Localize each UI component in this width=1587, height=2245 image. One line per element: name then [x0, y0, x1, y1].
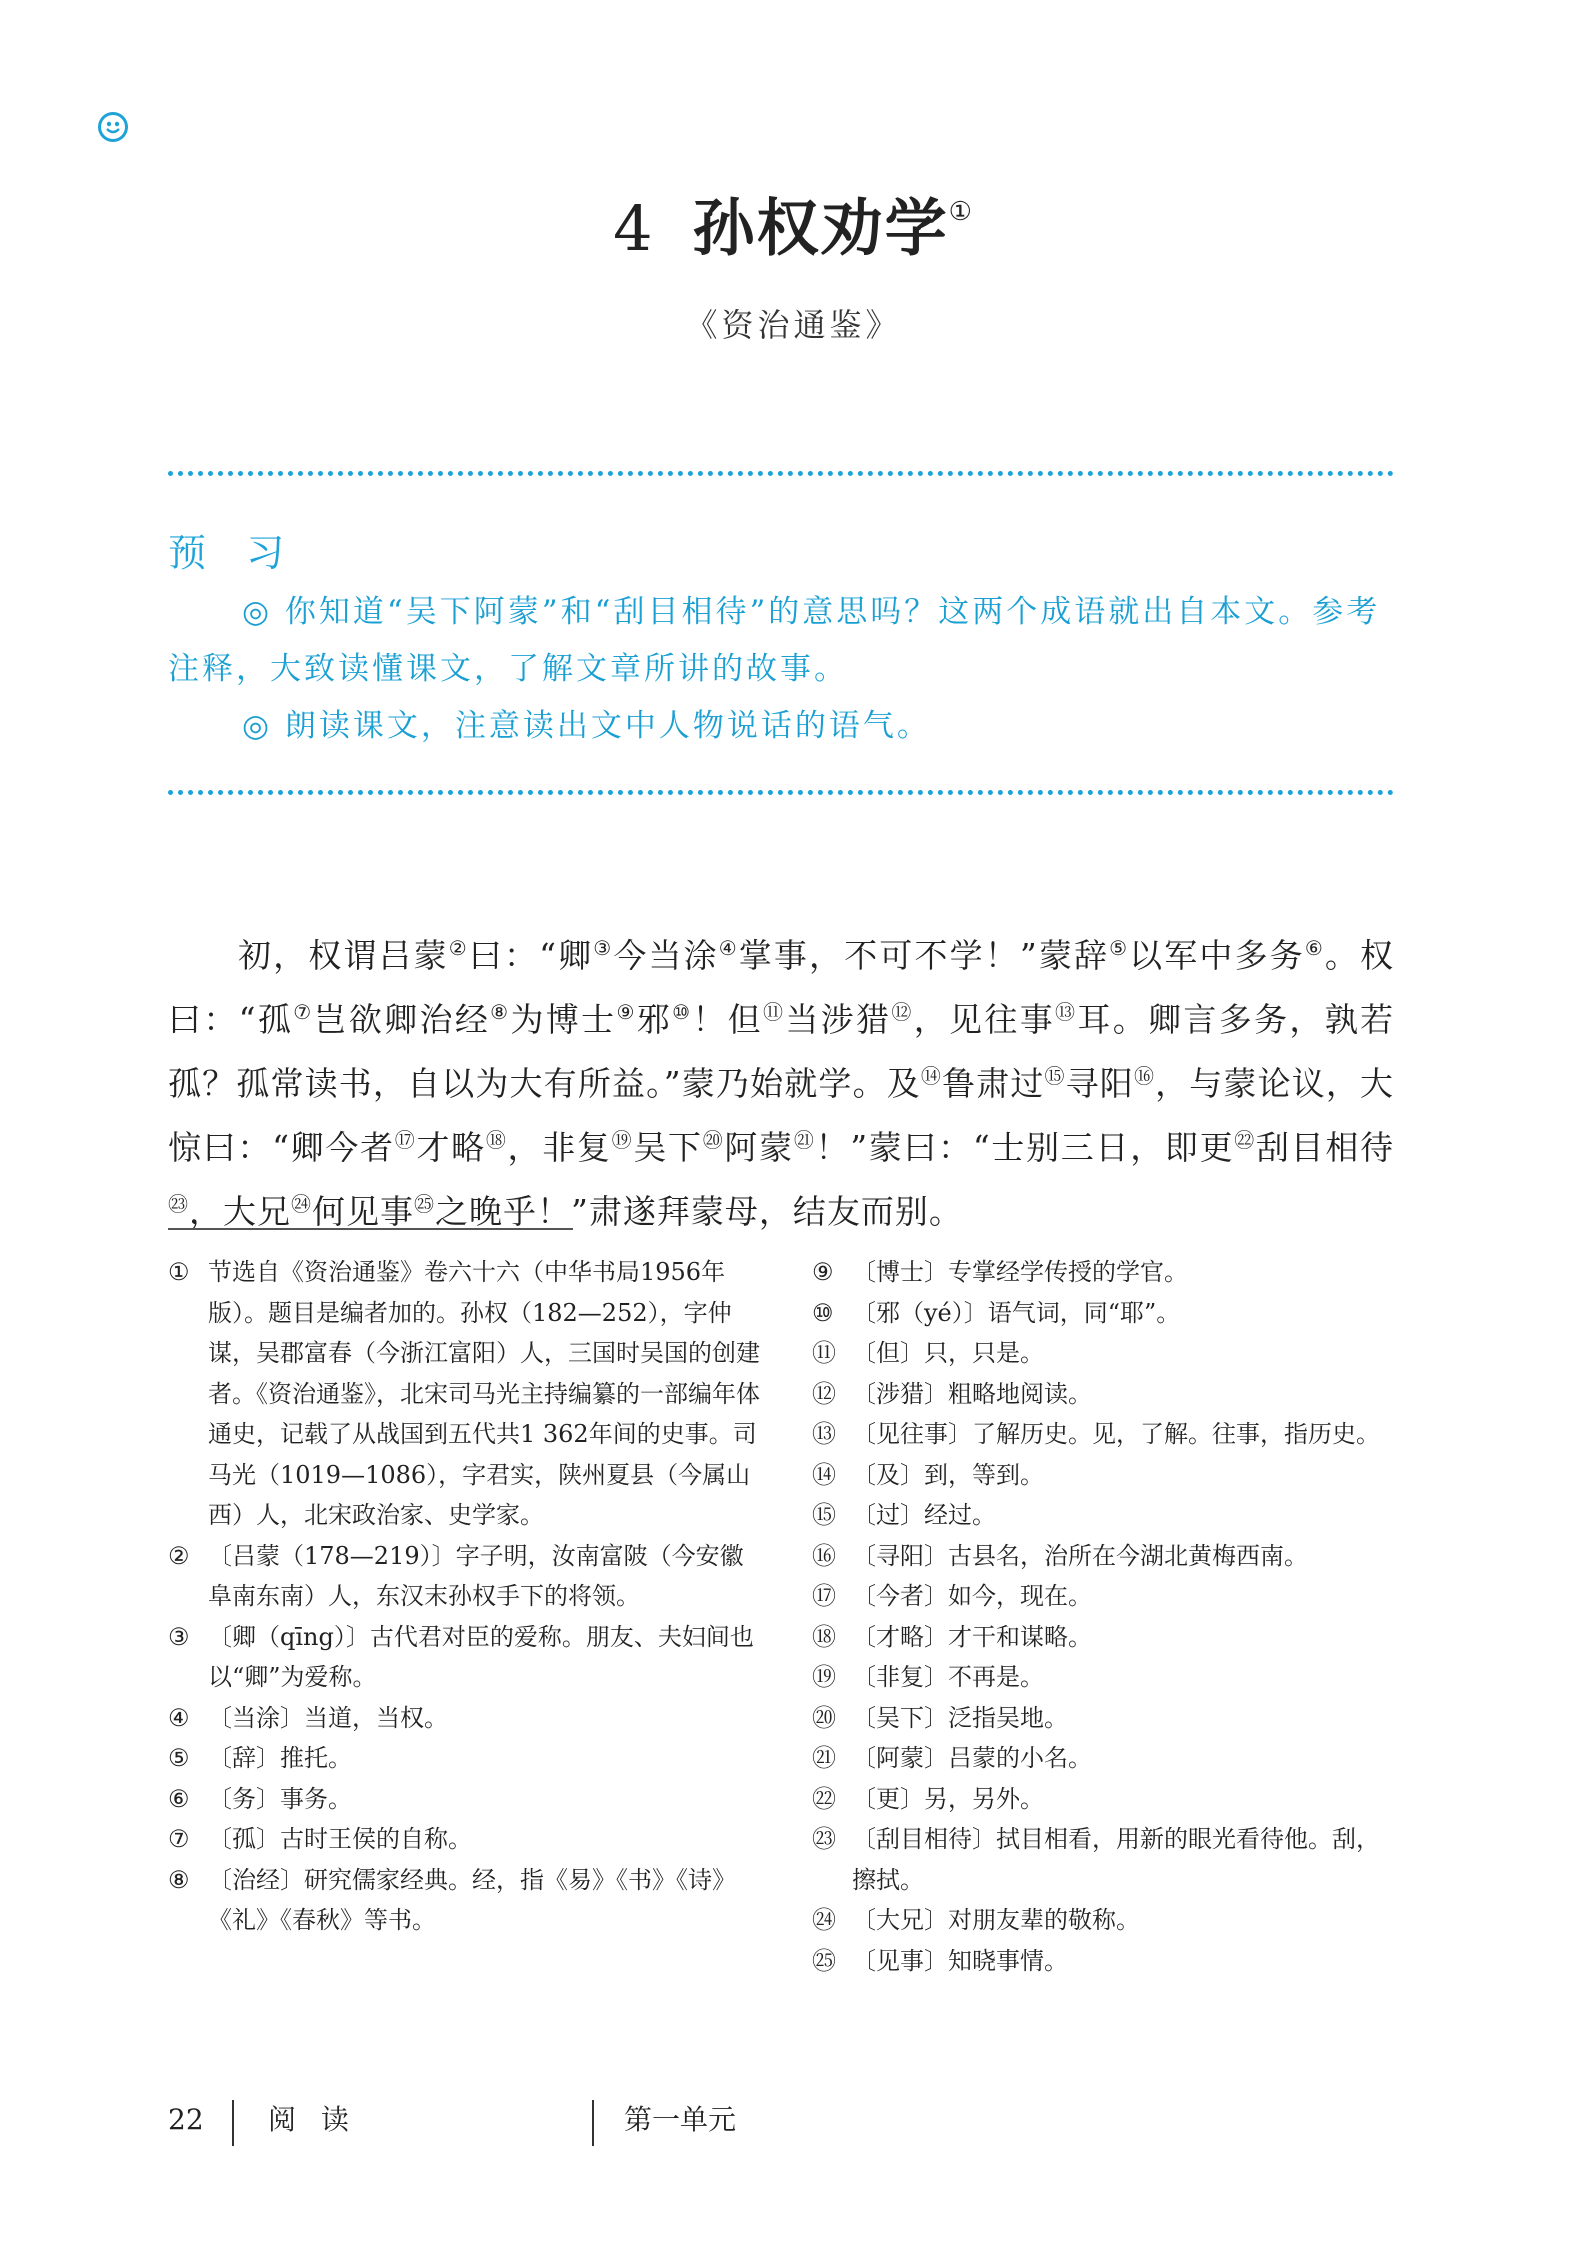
main-text	[168, 920, 1394, 1240]
footnote-item	[168, 1617, 760, 1698]
footnote-ref: ⑨	[616, 1000, 637, 1024]
footnote-text: 〔见事〕知晓事情。	[852, 1946, 1068, 1975]
footnote-number: ⑮	[812, 1501, 836, 1529]
footnotes-left-column	[168, 1252, 760, 1941]
footnote-ref: ⑤	[1109, 936, 1130, 960]
footnote-ref: ③	[593, 936, 614, 960]
footnote-ref: ④	[718, 936, 739, 960]
title-footnote-mark: ①	[948, 197, 974, 227]
footnote-number: ⑳	[812, 1703, 836, 1732]
footnote-text: 〔今者〕如今，现在。	[852, 1582, 1092, 1610]
footnote-ref: ⑫	[891, 1000, 914, 1024]
footer-divider	[232, 2100, 234, 2146]
footnote-item	[168, 1536, 760, 1617]
page-number: 22	[168, 2103, 204, 2136]
footnote-item	[812, 1495, 1402, 1536]
footnote-item	[812, 1333, 1402, 1374]
footnote-item	[812, 1698, 1402, 1739]
body-text-segment: 。权曰：“孤	[168, 936, 1395, 1039]
body-text-segment: 耳。卿言多务，孰若孤？孤常读书，自以为大有所益。”蒙乃始就学。及	[168, 1000, 1395, 1103]
title-text: 孙权劝学	[692, 191, 949, 265]
preview-item: ◎ 你知道“吴下阿蒙”和“刮目相待”的意思吗？这两个成语就出自本文。参考注释，大致读懂课文，了解文章所讲的故事。	[168, 594, 1381, 687]
footnote-item	[812, 1455, 1402, 1496]
footnote-item	[168, 1252, 760, 1536]
footnote-ref: ⑰	[394, 1128, 417, 1152]
preview-item: ◎ 朗读课文，注意读出文中人物说话的语气。	[242, 708, 931, 744]
footnote-item	[168, 1738, 760, 1779]
footnote-number: ⑲	[812, 1663, 836, 1691]
body-text-segment: ！”蒙曰：“士别三日，即更	[815, 1128, 1235, 1167]
footnote-ref: ⑧	[490, 1000, 511, 1024]
smiley-icon	[98, 112, 128, 142]
body-text-segment: 初，权谓吕蒙	[238, 936, 449, 975]
footnote-text: 〔见往事〕了解历史。见，了解。往事，指历史。	[852, 1420, 1380, 1448]
footnote-ref: ㉒	[1234, 1128, 1256, 1152]
footnote-text: 〔涉猎〕粗略地阅读。	[852, 1379, 1092, 1408]
footnote-number: ⑤	[168, 1744, 190, 1772]
footnote-ref: ⑦	[293, 1000, 314, 1024]
body-text-segment: 当涉猎	[785, 1000, 892, 1039]
footnote-text: 〔刮目相待〕拭目相看，用新的眼光看待他。刮，擦拭。	[852, 1825, 1380, 1894]
footnote-text: 〔治经〕研究儒家经典。经，指《易》《书》《诗》《礼》《春秋》等书。	[208, 1865, 736, 1934]
footnote-text: 〔吕蒙（178—219）〕字子明，汝南富陂（今安徽阜南东南）人，东汉末孙权手下的将领。	[208, 1541, 744, 1610]
footnote-item	[168, 1860, 760, 1941]
footnote-number: ⑰	[812, 1582, 836, 1610]
dotted-divider-bottom	[168, 790, 1394, 795]
footer-section: 阅 读	[268, 2103, 357, 2136]
body-text-segment: 今当涂	[613, 936, 719, 975]
footnote-text: 〔当涂〕当道，当权。	[208, 1703, 448, 1732]
footnote-ref: ㉕	[414, 1192, 435, 1216]
footnote-number: ⑬	[812, 1420, 836, 1448]
footer-unit: 第一单元	[624, 2103, 737, 2136]
footnote-ref: ⑥	[1304, 936, 1325, 960]
body-text-segment: 才略	[416, 1128, 486, 1167]
footnote-text: 〔博士〕专掌经学传授的学官。	[852, 1258, 1188, 1286]
footnote-text: 〔卿（qīng）〕古代君对臣的爱称。朋友、夫妇间也以“卿”为爱称。	[208, 1622, 754, 1691]
footnote-ref: ②	[448, 936, 469, 960]
footnote-item	[812, 1536, 1402, 1577]
footnote-item	[812, 1576, 1402, 1617]
footnote-text: 〔孤〕古时王侯的自称。	[208, 1825, 472, 1853]
footnote-ref: ⑯	[1133, 1064, 1156, 1088]
preview-heading: 预 习	[168, 531, 299, 575]
body-text-segment: 寻阳	[1065, 1064, 1134, 1103]
footnote-ref: ㉓	[168, 1192, 189, 1216]
footnote-ref: ⑳	[702, 1128, 725, 1152]
footnote-text: 〔吴下〕泛指吴地。	[852, 1703, 1068, 1732]
source-line: 《资治通鉴》	[685, 306, 902, 344]
footnote-text: 〔过〕经过。	[852, 1501, 996, 1529]
footnote-item	[812, 1779, 1402, 1820]
footnote-text: 〔大兄〕对朋友辈的敬称。	[852, 1906, 1140, 1934]
footnote-number: ⑨	[812, 1258, 834, 1286]
page-title	[0, 180, 1587, 269]
footnote-item	[812, 1252, 1402, 1293]
footnote-text: 〔但〕只，只是。	[852, 1339, 1044, 1367]
footnote-item	[812, 1819, 1402, 1900]
dotted-divider-top	[168, 471, 1394, 476]
body-text-segment: 为博士	[510, 1000, 617, 1039]
footnote-number: ㉒	[812, 1784, 836, 1813]
footnote-ref: ⑭	[920, 1064, 943, 1088]
footnote-number: ⑥	[168, 1784, 190, 1813]
body-text-segment: ，与蒙论议，大惊曰：“卿今者	[168, 1064, 1395, 1167]
footnote-item	[168, 1779, 760, 1820]
body-text-segment: 以军中多务	[1129, 936, 1305, 975]
footnote-number: ㉔	[812, 1906, 836, 1934]
footnote-number: ㉕	[812, 1946, 836, 1975]
footnote-item	[168, 1698, 760, 1739]
body-text-segment: ，见往事	[913, 1000, 1056, 1039]
footnote-number: ⑫	[812, 1379, 836, 1408]
footnote-number: ②	[168, 1541, 190, 1570]
footnote-item	[812, 1414, 1402, 1455]
footnote-text: 〔及〕到，等到。	[852, 1460, 1044, 1489]
body-text-segment: 何见事	[312, 1192, 414, 1231]
footnote-number: ④	[168, 1703, 190, 1732]
body-text-segment: 吴下	[633, 1128, 703, 1167]
body-text-segment: ，非复	[507, 1128, 612, 1167]
body-paragraph	[168, 920, 1394, 1240]
footnote-number: ③	[168, 1622, 190, 1651]
footnote-number: ⑯	[812, 1541, 836, 1570]
footnote-text: 节选自《资治通鉴》卷六十六（中华书局1956年版）。题目是编者加的。孙权（182—252），字仲谋，吴郡富春（今浙江富阳）人，三国时吴国的创建者。《资治通鉴》，北宋司马光主持编纂的一部编年体通史，记载了从战国到五代共1 362年间的史事。司马光（1019—1086），字君实，陕州夏县（今属山西）人，北宋政治家、史学家。	[208, 1258, 760, 1529]
footnote-number: ⑱	[812, 1622, 836, 1651]
body-text-segment: 刮目相待	[1255, 1128, 1395, 1167]
footnote-ref: ⑱	[485, 1128, 508, 1152]
footnote-text: 〔更〕另，另外。	[852, 1784, 1044, 1813]
body-text-segment: 邪	[636, 1000, 673, 1039]
body-text-segment: 掌事，不可不学！”蒙辞	[738, 936, 1110, 975]
body-text-segment: 岂欲卿治经	[313, 1000, 491, 1039]
chapter-number: 4	[613, 191, 655, 265]
footnotes-right-column	[812, 1252, 1402, 1981]
footnote-ref: ⑬	[1055, 1000, 1078, 1024]
footnote-item	[812, 1738, 1402, 1779]
footnote-number: ⑩	[812, 1298, 834, 1327]
footnote-ref: ㉑	[793, 1128, 816, 1152]
preview-section	[168, 584, 1394, 755]
footnote-text: 〔邪（yé）〕语气词，同“耶”。	[852, 1298, 1181, 1327]
body-text-segment: 阿蒙	[724, 1128, 794, 1167]
body-text-segment: ！但	[692, 1000, 763, 1039]
footnote-number: ⑧	[168, 1865, 190, 1894]
body-text-segment: 之晚乎！”肃遂拜蒙母，结友而别。	[435, 1192, 963, 1231]
footnote-ref: ㉔	[291, 1192, 312, 1216]
footnote-ref: ⑪	[763, 1000, 786, 1024]
footnote-ref: ⑩	[672, 1000, 693, 1024]
footer-divider	[592, 2100, 594, 2146]
footnote-rule	[168, 1228, 573, 1230]
footnote-item	[168, 1819, 760, 1860]
footnote-text: 〔非复〕不再是。	[852, 1663, 1044, 1691]
footnote-item	[812, 1900, 1402, 1941]
body-text-segment: 鲁肃过	[942, 1064, 1045, 1103]
footnote-text: 〔才略〕才干和谋略。	[852, 1622, 1092, 1651]
footnote-item	[812, 1293, 1402, 1334]
footnote-number: ⑪	[812, 1339, 836, 1367]
footnote-item	[812, 1617, 1402, 1658]
footnote-text: 〔务〕事务。	[208, 1784, 352, 1813]
footnote-text: 〔阿蒙〕吕蒙的小名。	[852, 1744, 1092, 1772]
body-text-segment: ，大兄	[189, 1192, 291, 1231]
footnote-number: ①	[168, 1258, 190, 1286]
footnote-item	[812, 1374, 1402, 1415]
footnote-item	[812, 1657, 1402, 1698]
footnote-text: 〔辞〕推托。	[208, 1744, 352, 1772]
footnote-number: ㉓	[812, 1825, 836, 1853]
footnote-text: 〔寻阳〕古县名，治所在今湖北黄梅西南。	[852, 1541, 1308, 1570]
footnote-number: ㉑	[812, 1744, 836, 1772]
footnote-number: ⑦	[168, 1825, 190, 1853]
footnote-ref: ⑮	[1044, 1064, 1066, 1088]
footnote-ref: ⑲	[611, 1128, 634, 1152]
body-text-segment: 曰：“卿	[468, 936, 594, 975]
footnote-number: ⑭	[812, 1460, 836, 1489]
footnote-item	[812, 1941, 1402, 1982]
